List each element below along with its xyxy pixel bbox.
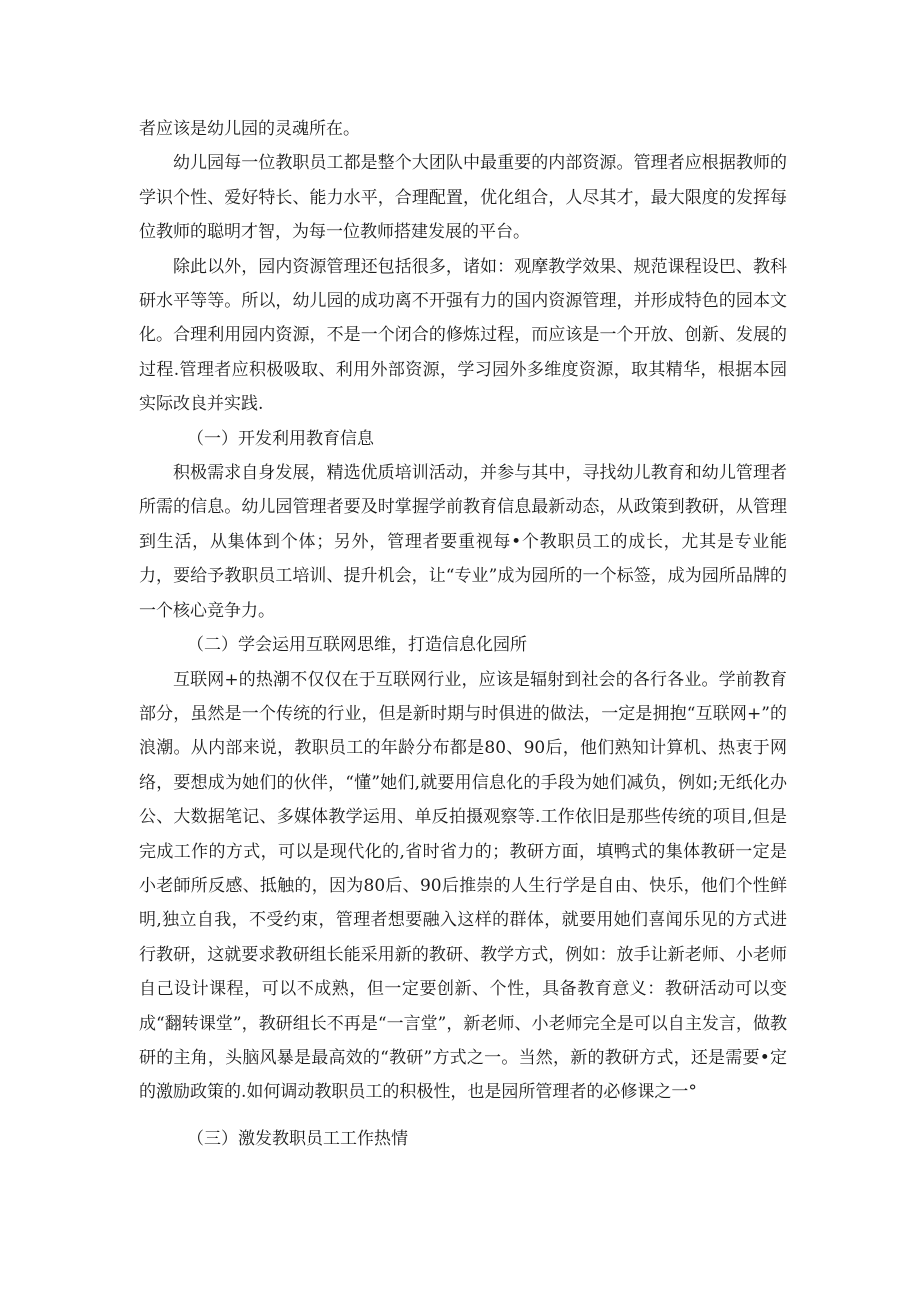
paragraph-staff-resources: 幼儿园每一位教职员工都是整个大团队中最重要的内部资源。管理者应根据教师的学识个性、爱好特长、能力水平，合理配置，优化组合，人尽其才，最大限度的发挥每位教师的聪明才智，为每一位教师搭建发展的平台。: [139, 153, 787, 243]
section-heading-1: （一）开发利用教育信息: [187, 428, 374, 449]
section-heading-3: （三）激发教职员工工作热情: [187, 1128, 408, 1149]
document-body: [139, 112, 787, 1156]
section-heading-2: （二）学会运用互联网思维，打造信息化园所: [187, 635, 527, 656]
paragraph-resource-management: 除此以外，园内资源管理还包括很多，诸如：观摩教学效果、规范课程设巴、教科研水平等等。所以，幼儿园的成功离不开强有力的国内资源管理，并形成特色的园本文化。合理利用园内资源，不是一个闭合的修炼过程，而应该是一个开放、创新、发展的过程.管理者应积极吸取、利用外部资源，学习园外多维度资源，取其精华，根据本园实际改良并实践.: [139, 256, 787, 415]
paragraph-education-info: 积极需求自身发展，精选优质培训活动，并参与其中，寻找幼儿教育和幼儿管理者所需的信息。幼儿园管理者要及时掌握学前教育信息最新动态，从政策到教研，从管理到生活，从集体到个体；另外，管理者要重视每•个教职员工的成长，尤其是专业能力，要给予教职员工培训、提升机会，让“专业”成为园所的一个标签，成为园所品牌的一个核心竞争力。: [139, 463, 787, 621]
paragraph-continuation: 者应该是幼儿园的灵魂所在。: [139, 119, 360, 139]
paragraph-internet-thinking: 互联网+的热潮不仅仅在于互联网行业，应该是辐射到社会的各行各业。学前教育部分，虽然是一个传统的行业，但是新时期与时俱进的做法，一定是拥抱“互联网+”的浪潮。从内部来说，教职员工的年龄分布都是80、90后，他们熟知计算机、热衷于网络，要想成为她们的伙伴，“懂”她们,就要用信息化的手段为她们减负，例如;无纸化办公、大数据笔记、多媒体教学运用、单反拍摄观察等.工作依旧是那些传统的项目,但是完成工作的方式，可以是现代化的,省时省力的；教研方面，填鸭式的集体教研一定是小老師所反感、抵触的，因为80后、90后推崇的人生行学是自由、快乐，他们个性鲜明,独立自我，不受约束，管理者想要融入这样的群体，就要用她们喜闻乐见的方式进行教研，这就要求教研组长能采用新的教研、教学方式，例如：放手让新老师、小老师自己设计课程，可以不成熟，但一定要创新、个性，具备教育意义：教研活动可以变成“翻转课堂”，教研组长不再是“一言堂”，新老师、小老师完全是可以自主发言，做教研的主角，头脑风暴是最高效的“教研”方式之一。当然，新的教研方式，还是需要•定的激励政策的.如何调动教职员工的积极性，也是园所管理者的必修课之一°: [139, 669, 787, 1103]
